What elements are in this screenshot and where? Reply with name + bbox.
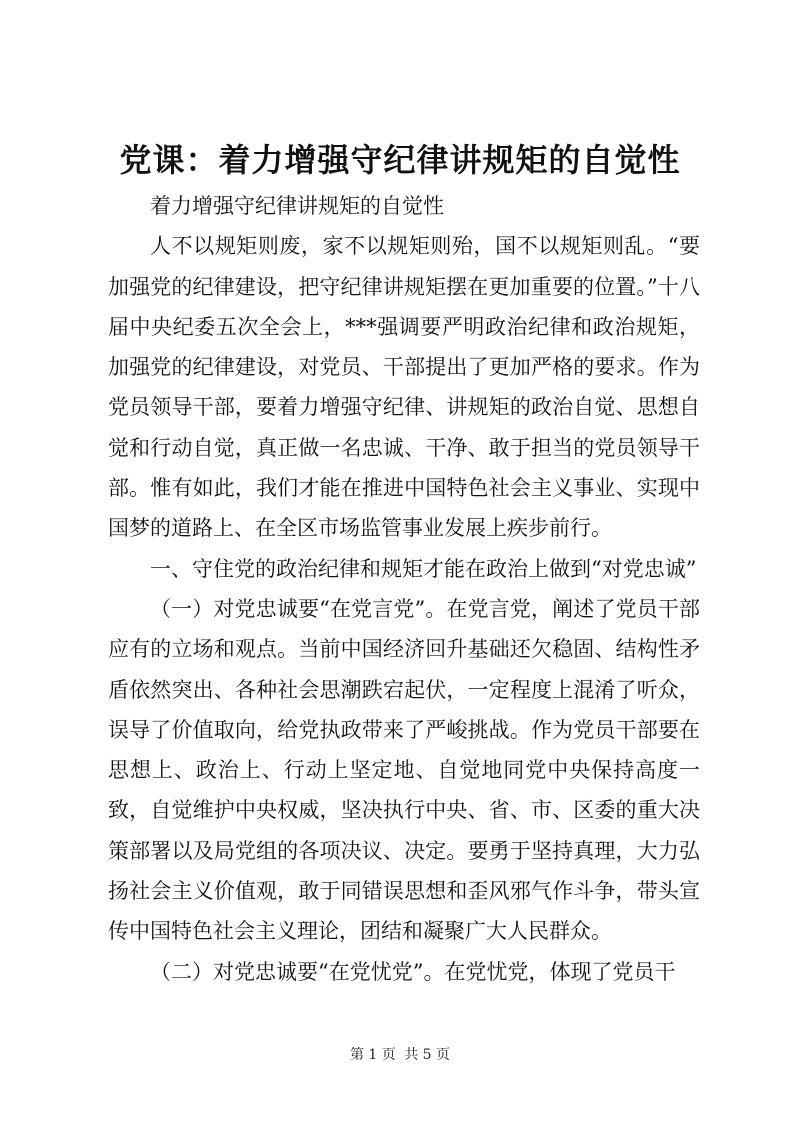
page-footer xyxy=(0,1045,800,1065)
subtitle-paragraph: 着力增强守纪律讲规矩的自觉性 xyxy=(150,194,444,218)
subsection-paragraph-2: （二）对党忠诚要“在党忧党”。在党忧党，体现了党员干 xyxy=(150,959,676,984)
page-number: 第 1 页 xyxy=(349,1047,396,1063)
page-total: 共 5 页 xyxy=(404,1047,451,1063)
document-body xyxy=(108,186,700,992)
document-title: 党课：着力增强守纪律讲规矩的自觉性 xyxy=(119,141,681,179)
section-heading-1: 一、守住党的政治纪律和规矩才能在政治上做到“对党忠诚” xyxy=(150,556,697,581)
intro-paragraph: 人不以规矩则废，家不以规矩则殆，国不以规矩则乱。“要加强党的纪律建设，把守纪律讲规矩摆在更加重要的位置。”十八届中央纪委五次全会上，***强调要严明政治纪律和政治规矩，加强党的纪律建设，对党员、干部提出了更加严格的要求。作为党员领导干部，要着力增强守纪律、讲规矩的政治自觉、思想自觉和行动自觉，真正做一名忠诚、干净、敢于担当的党员领导干部。惟有如此，我们才能在推进中国特色社会主义事业、实现中国梦的道路上、在全区市场监管事业发展上疾步前行。 xyxy=(108,234,700,541)
subsection-paragraph-1: （一）对党忠诚要“在党言党”。在党言党，阐述了党员干部应有的立场和观点。当前中国经济回升基础还欠稳固、结构性矛盾依然突出、各种社会思潮跌宕起伏，一定程度上混淆了听众，误导了价值取向，给党执政带来了严峻挑战。作为党员干部要在思想上、政治上、行动上坚定地、自觉地同党中央保持高度一致，自觉维护中央权威，坚决执行中央、省、市、区委的重大决策部署以及局党组的各项决议、决定。要勇于坚持真理，大力弘扬社会主义价值观，敢于同错误思想和歪风邪气作斗争，带头宣传中国特色社会主义理论，团结和凝聚广大人民群众。 xyxy=(108,596,700,944)
